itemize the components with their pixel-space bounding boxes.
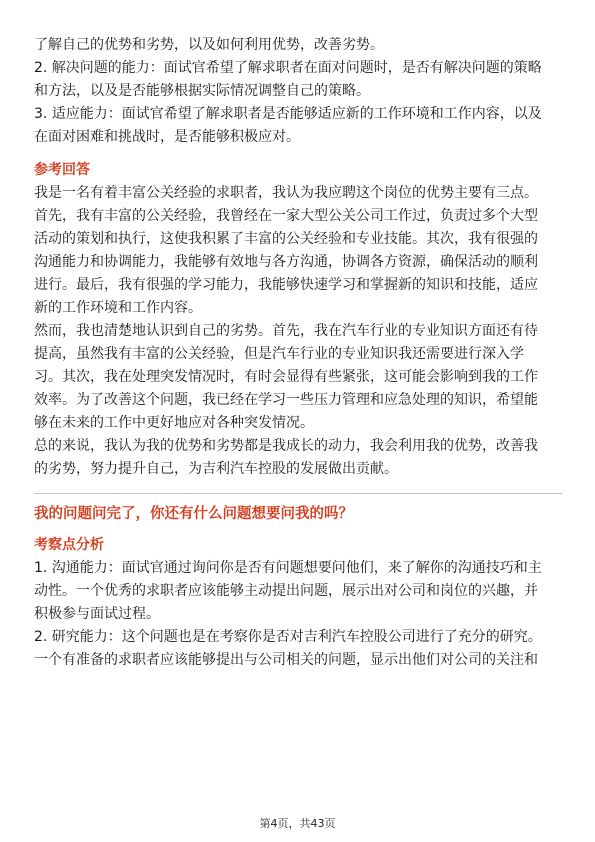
text-line: 动性。一个优秀的求职者应该能够主动提出问题，展示出对公司和岗位的兴趣，并 [34, 583, 538, 599]
text-line: 积极参与面试过程。 [34, 606, 160, 622]
text-line: 2. 解决问题的能力：面试官希望了解求职者在面对问题时，是否有解决问题的策略 [34, 60, 542, 76]
text-line: 新的工作环境和工作内容。 [34, 300, 202, 316]
page-number: 第4页，共43页 [259, 817, 336, 830]
text-line: 习。其次，我在处理突发情况时，有时会显得有些紧张，这可能会影响到我的工作 [34, 369, 538, 385]
analysis-body [34, 557, 562, 672]
text-line: 了解自己的优势和劣势，以及如何利用优势，改善劣势。 [34, 37, 384, 53]
answer-paragraph-3 [34, 435, 562, 481]
text-line: 3. 适应能力：面试官希望了解求职者是否能够适应新的工作环境和工作内容，以及 [34, 106, 542, 122]
document-page [34, 34, 562, 672]
text-line: 进行。最后，我有很强的学习能力，我能够快速学习和掌握新的知识和技能，适应 [34, 277, 538, 293]
section-divider [34, 493, 562, 494]
text-line: 2. 研究能力：这个问题也是在考察你是否对吉利汽车控股公司进行了充分的研究。 [34, 629, 542, 645]
text-line: 一个有准备的求职者应该能够提出与公司相关的问题，显示出他们对公司的关注和 [34, 652, 538, 668]
evaluation-points-continued [34, 34, 562, 149]
text-line: 提高，虽然我有丰富的公关经验，但是汽车行业的专业知识我还需要进行深入学 [34, 346, 524, 362]
text-line: 效率。为了改善这个问题，我已经在学习一些压力管理和应急处理的知识，希望能 [34, 392, 538, 408]
text-line: 在面对困难和挑战时，是否能够积极应对。 [34, 129, 300, 145]
text-line: 总的来说，我认为我的优势和劣势都是我成长的动力，我会利用我的优势，改善我 [34, 438, 538, 454]
text-line: 的劣势，努力提升自己，为吉利汽车控股的发展做出贡献。 [34, 461, 398, 477]
analysis-heading: 考察点分析 [34, 537, 104, 553]
text-line: 然而，我也清楚地认识到自己的劣势。首先，我在汽车行业的专业知识方面还有待 [34, 323, 538, 339]
question-title: 我的问题问完了，你还有什么问题想要问我的吗？ [34, 506, 353, 522]
text-line: 1. 沟通能力：面试官通过询问你是否有问题想要问他们，来了解你的沟通技巧和主 [34, 560, 542, 576]
text-line: 和方法，以及是否能够根据实际情况调整自己的策略。 [34, 83, 370, 99]
answer-paragraph-1 [34, 182, 562, 320]
text-line: 首先，我有丰富的公关经验，我曾经在一家大型公关公司工作过，负责过多个大型 [34, 208, 538, 224]
text-line: 我是一名有着丰富公关经验的求职者，我认为我应聘这个岗位的优势主要有三点。 [34, 185, 538, 201]
answer-paragraph-2 [34, 320, 562, 435]
reference-answer-heading: 参考回答 [34, 162, 90, 178]
text-line: 沟通能力和协调能力，我能够有效地与各方沟通，协调各方资源，确保活动的顺利 [34, 254, 538, 270]
text-line: 够在未来的工作中更好地应对各种突发情况。 [34, 415, 314, 431]
text-line: 活动的策划和执行，这使我积累了丰富的公关经验和专业技能。其次，我有很强的 [34, 231, 538, 247]
